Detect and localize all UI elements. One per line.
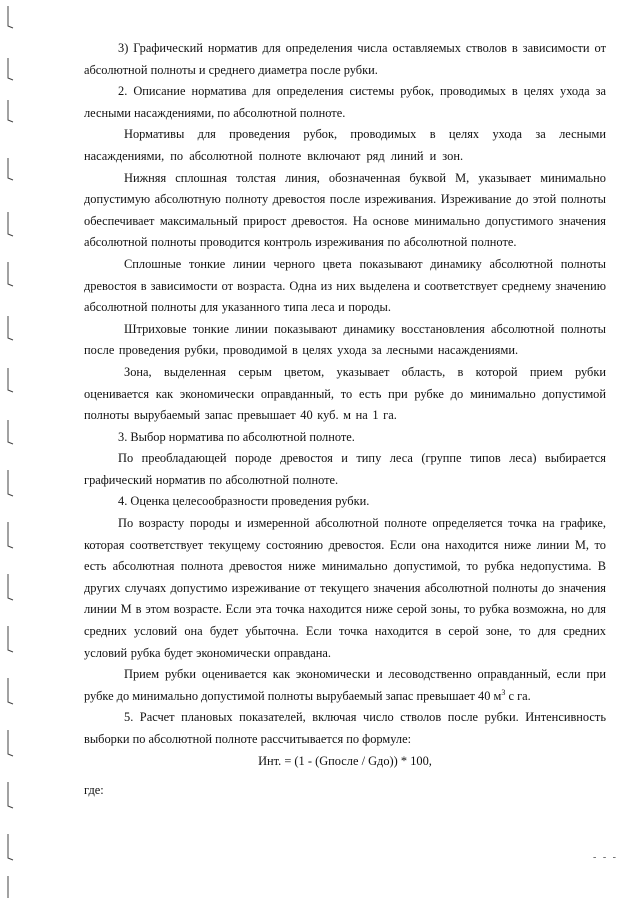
where-label: где: bbox=[84, 783, 104, 798]
superscript-cubic: 3 bbox=[501, 687, 506, 697]
paragraph-line-m: Нижняя сплошная толстая линия, обозначенная буквой М, указывает минимально допустимую абсолютную полноту древостоя после изреживания. Изреживание до этой полноты обеспечивает максимальный прирост древостоя. На основе минимально допустимого значения абсолютной полноты проводится контроль изреживания по абсолютной полноте. bbox=[84, 170, 606, 250]
paragraph-solid-thin-lines: Сплошные тонкие линии черного цвета показывают динамику абсолютной полноты древостоя в зависимости от возраста. Одна из них выделена и соответствует среднему значению абсолютной полноты для указанного типа леса и породы. bbox=[84, 256, 606, 315]
page-corner-mark: - - - bbox=[593, 852, 618, 863]
paragraph-dashed-lines: Штриховые тонкие линии показывают динамику восстановления абсолютной полноты после проведения рубки, проводимой в целях ухода за лесными насаждениями. bbox=[84, 321, 606, 358]
paragraph-standards-overview: Нормативы для проведения рубок, проводимых в целях ухода за лесными насаждениями, по абсолютной полноте включают ряд линий и зон. bbox=[84, 127, 606, 163]
paragraph-assessment-body bbox=[84, 513, 606, 664]
paragraph-gray-zone: Зона, выделенная серым цветом, указывает область, в которой прием рубки оценивается как экономически оправданный, то есть при рубке до минимально допустимой полноты вырубаемый запас превышает 40 куб. м на 1 га. bbox=[84, 364, 606, 423]
assessment-text: По возрасту породы и измеренной абсолютной полноте определяется точка на графике, которая соответствует текущему состоянию древостоя. Если она находится ниже линии М, то есть абсолютная полнота древостоя ниже минимально допустимой, то рубка недопустима. В других случаях допустимо изреживание от текущего значения абсолютной полноты до значения линии М в этом возрасте. Если эта точка находится ниже серой зоны, то рубка возможна, но для средних условий она будет убыточна. Если точка находится в серой зоне, то для средних условий рубка будет экономически оправдана. bbox=[84, 516, 606, 660]
intensity-formula: Инт. = (1 - (Gпосле / Gдо)) * 100, bbox=[258, 753, 432, 768]
criteria-text: Прием рубки оценивается как экономически и лесоводственно оправданный, если при рубке до минимально допустимой полноты вырубаемый запас превышает 40 м bbox=[84, 667, 606, 703]
paragraph-choice-heading: 3. Выбор норматива по абсолютной полноте. bbox=[118, 429, 355, 444]
paragraph-economic-criteria bbox=[84, 664, 606, 707]
paragraph-description-heading: 2. Описание норматива для определения системы рубок, проводимых в целях ухода за лесными насаждениями, по абсолютной полноте. bbox=[84, 84, 606, 120]
paragraph-choice-body: По преобладающей породе древостоя и типу леса (группе типов леса) выбирается графический норматив по абсолютной полноте. bbox=[84, 451, 606, 487]
criteria-unit-tail: с га. bbox=[505, 688, 531, 703]
binder-edge-marks bbox=[4, 0, 18, 905]
paragraph-assessment-heading: 4. Оценка целесообразности проведения рубки. bbox=[118, 494, 370, 509]
document-page bbox=[84, 38, 606, 802]
paragraph-calculation-heading: 5. Расчет плановых показателей, включая число стволов после рубки. Интенсивность выборки по абсолютной полноте рассчитывается по формуле: bbox=[84, 710, 606, 746]
paragraph-graphic-standard: 3) Графический норматив для определения числа оставляемых стволов в зависимости от абсолютной полноты и среднего диаметра после рубки. bbox=[84, 41, 606, 77]
